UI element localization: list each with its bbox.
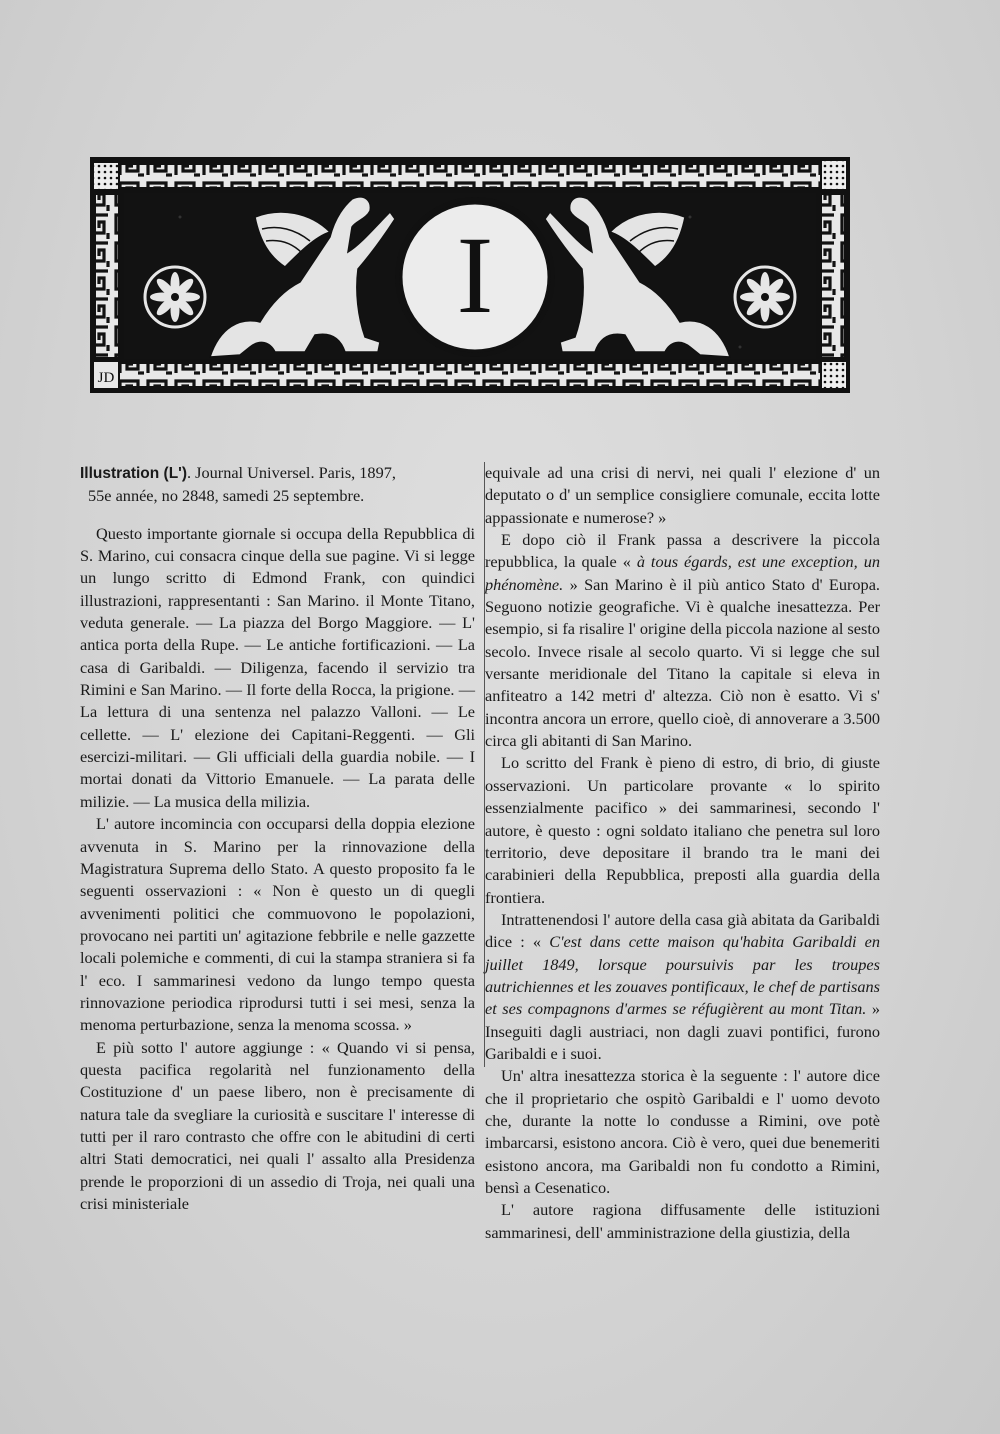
monogram-text: JD — [97, 370, 115, 386]
source-citation-line2: 55e année, no 2848, samedi 25 septembre. — [88, 486, 365, 506]
initial-medallion — [395, 197, 555, 357]
paragraph: E più sotto l' autore aggiunge : « Quando vi si pensa, questa pacifica regolarità nel funzionamento della Costituzione d' un paese libero, non è precisamente di natura tale da svegliare la curiosità e suscitare l' interesse di tutti per il raro contrasto che offre con le abitudini di certi altri Stati democratici, nei quali l' assalto alla Presidenza prende le proporzioni di un assedio di Troja, nei quali una crisi ministeriale — [80, 1037, 475, 1213]
paragraph: Questo importante giornale si occupa della Repubblica di S. Marino, cui consacra cinque della sue pagine. Vi si legge un lungo scritto di Edmond Frank, con quindici illustrazioni, rappresentanti : San Marino. il Monte Titano, veduta generale. — La piazza del Borgo Maggiore. — L' antica porta della Rupe. — Le antiche fortificazioni. — La casa di Garibaldi. — Diligenza, facendo il servizio tra Rimini e San Marino. — Il forte della Rocca, la prigione. — La lettura di una sentenza nel palazzo Valloni. — Le cellette. — L' elezione dei Capitani-Reggenti. — Gli esercizi-militari. — Gli ufficiali della guardia nobile. — I mortai donati da Vittorio Emanuele. — La parata delle milizie. — La musica della milizia. — [80, 523, 475, 811]
text-columns — [80, 462, 881, 1242]
right-column — [485, 462, 880, 1244]
quote-french: à tous égards, est une exception, un phénomène. — [485, 552, 881, 594]
paragraph: Intrattenendosi l' autore della casa già abitata da Garibaldi dice : « C'est dans cette maison qu'habita Garibaldi en juillet 1849, lorsque poursuivis par les troupes autrichiennes et les zouaves pontificaux, le chef de partisans et ses compagnons d'armes se réfugièrent au mont Titan. » Inseguiti dagli austriaci, non dagli zuavi pontifici, furono Garibaldi e i suoi. — [485, 909, 880, 1063]
paragraph: Lo scritto del Frank è pieno di estro, di brio, di giuste osservazioni. Un particolare provante « lo spirito essenzialmente pacifico » dei sammarinesi, secondo l' autore, è questo : ogni soldato italiano che penetra sul loro territorio, deve depositare il brando tra le mani dei carabinieri della Repubblica, preposti alla guardia della frontiera. — [485, 753, 880, 907]
paragraph: equivale ad una crisi di nervi, nei quali l' elezione d' un deputato o d' un semplice consigliere comunale, eccita lotte appassionate e numerose? » — [485, 463, 880, 527]
quote-french: C'est dans cette maison qu'habita Garibaldi en juillet 1849, lorsque poursuivis par les troupes autrichiennes et les zouaves pontificaux, le chef de partisans et ses compagnons d'armes se réfugièrent au mont Titan. — [485, 932, 880, 1019]
paragraph: L' autore ragiona diffusamente delle istituzioni sammarinesi, dell' amministrazione della giustizia, della — [485, 1200, 880, 1242]
left-column — [80, 462, 475, 1215]
paragraph: E dopo ciò il Frank passa a descrivere la piccola repubblica, la quale « à tous égards, est une exception, un phénomène. » San Marino è il più antico Stato d' Europa. Seguono notizie geografiche. Vi è qualche inesattezza. Per esempio, si fa risalire l' origine della piccola nazione al sesto secolo. Invece risale al secolo quarto. Vi si legge che sul versante meridionale del Titano la capitale si eleva in anfiteatro a 142 metri d' altezza. Ciò non è esatto. Vi s' incontra ancora un errore, quello cioè, di annoverare a 3.500 circa gli abitanti di San Marino. — [485, 530, 881, 751]
source-title: Illustration (L') — [80, 465, 188, 482]
drop-initial: I — [456, 214, 494, 336]
paragraph: L' autore incomincia con occuparsi della doppia elezione avvenuta in S. Marino per la rinnovazione della Magistratura Suprema dello Stato. A questo proposito fa le seguenti osservazioni : « Non è questo un di quegli avvenimenti politici che commuovono le popolazioni, provocano nei partiti un' agitazione febbrile e nelle gazzette locali polemiche e commenti, di cui la stampa straniera si fa l' eco. I sammarinesi vedono da lungo tempo questa rinnovazione periodica riprodursi tutti i sei mesi, senza la menoma perturbazione, senza la menoma scossa. » — [80, 814, 475, 1035]
source-rest: . Journal Universel. Paris, 1897, — [187, 463, 396, 482]
ornamental-headpiece — [90, 157, 850, 393]
source-citation — [80, 462, 475, 485]
paragraph: Un' altra inesattezza storica è la seguente : l' autore dice che il proprietario che ospitò Garibaldi e l' uomo devoto che, durante la notte lo condusse a Rimini, ove potè imbarcarsi, esistono ancora. Ciò è vero, quei due benemeriti esistono ancora, ma Garibaldi non fu condotto a Rimini, bensì a Cesenatico. — [485, 1066, 880, 1197]
